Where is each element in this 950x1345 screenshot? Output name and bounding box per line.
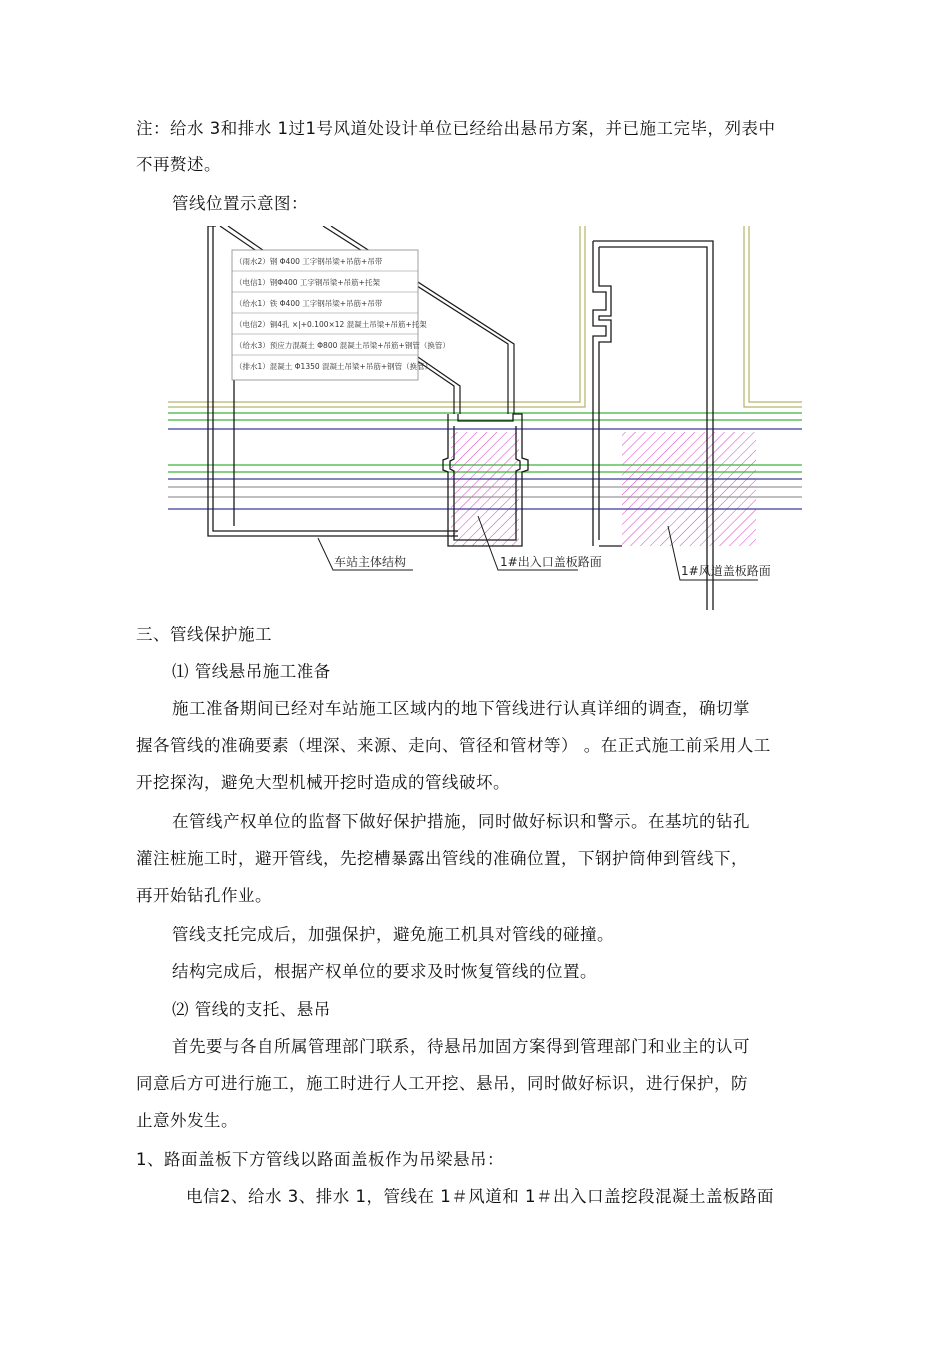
p2-line-2: 灌注桩施工时，避开管线，先挖槽暴露出管线的准确位置，下钢护筒伸到管线下， <box>136 849 748 868</box>
label-airduct-cover: 1#风道盖板路面 <box>681 564 771 578</box>
label-station-structure: 车站主体结构 <box>334 555 407 569</box>
airduct-tower <box>593 241 713 610</box>
legend-item-3: （给水1）铁 Φ400 工字钢吊梁+吊筋+吊带 <box>235 299 383 308</box>
section-heading: 三、管线保护施工 <box>136 625 272 644</box>
p5-line-3: 止意外发生。 <box>136 1111 238 1130</box>
subheading-1: ⑴ 管线悬吊施工准备 <box>172 662 331 681</box>
note-line-2: 不再赘述。 <box>136 155 221 174</box>
legend-box <box>232 250 450 380</box>
p5-line-2: 同意后方可进行施工，施工时进行人工开挖、悬吊，同时做好标识，进行保护，防 <box>136 1074 748 1093</box>
p6: 电信2、给水 3、排水 1，管线在 1＃风道和 1＃出入口盖挖段混凝土盖板路面 <box>186 1187 774 1206</box>
label-entrance-cover: 1#出入口盖板路面 <box>500 555 602 569</box>
p1-line-1: 施工准备期间已经对车站施工区域内的地下管线进行认真详细的调查，确切掌 <box>172 699 750 718</box>
p2-line-1: 在管线产权单位的监督下做好保护措施，同时做好标识和警示。在基坑的钻孔 <box>172 812 750 831</box>
note-line-1: 注：给水 3和排水 1过1号风道处设计单位已经给出悬吊方案，并已施工完毕，列表中 <box>136 119 776 138</box>
p2-line-3: 再开始钻孔作业。 <box>136 886 272 905</box>
legend-item-2: （电信1）钢Φ400 工字钢吊梁+吊筋+托架 <box>235 278 380 287</box>
legend-item-4: （电信2）铜4孔 ×|+0.100×12 混凝土吊梁+吊筋+托架 <box>235 320 427 329</box>
list-item-1: 1、路面盖板下方管线以路面盖板作为吊梁悬吊： <box>136 1150 504 1169</box>
figure-caption: 管线位置示意图： <box>172 194 308 213</box>
p1-line-3: 开挖探沟，避免大型机械开挖时造成的管线破坏。 <box>136 773 510 792</box>
legend-item-1: （雨水2）钢 Φ400 工字钢吊梁+吊筋+吊带 <box>235 257 383 266</box>
p5-line-1: 首先要与各自所属管理部门联系，待悬吊加固方案得到管理部门和业主的认可 <box>172 1037 750 1056</box>
p3: 管线支托完成后，加强保护，避免施工机具对管线的碰撞。 <box>172 925 614 944</box>
legend-item-6: （排水1）混凝土 Φ1350 混凝土吊梁+吊筋+钢管（换管） <box>235 362 433 371</box>
p1-line-2: 握各管线的准确要素（埋深、来源、走向、管径和管材等） 。在正式施工前采用人工 <box>136 736 771 755</box>
legend-item-5: （给水3）预应力混凝土 Φ800 混凝土吊梁+吊筋+钢管（换管） <box>235 341 450 350</box>
p4: 结构完成后，根据产权单位的要求及时恢复管线的位置。 <box>172 962 597 981</box>
airduct-hatch <box>622 432 756 546</box>
pipeline-position-diagram <box>168 226 802 612</box>
subheading-2: ⑵ 管线的支托、悬吊 <box>172 1000 331 1019</box>
entrance-hatch <box>451 432 519 546</box>
